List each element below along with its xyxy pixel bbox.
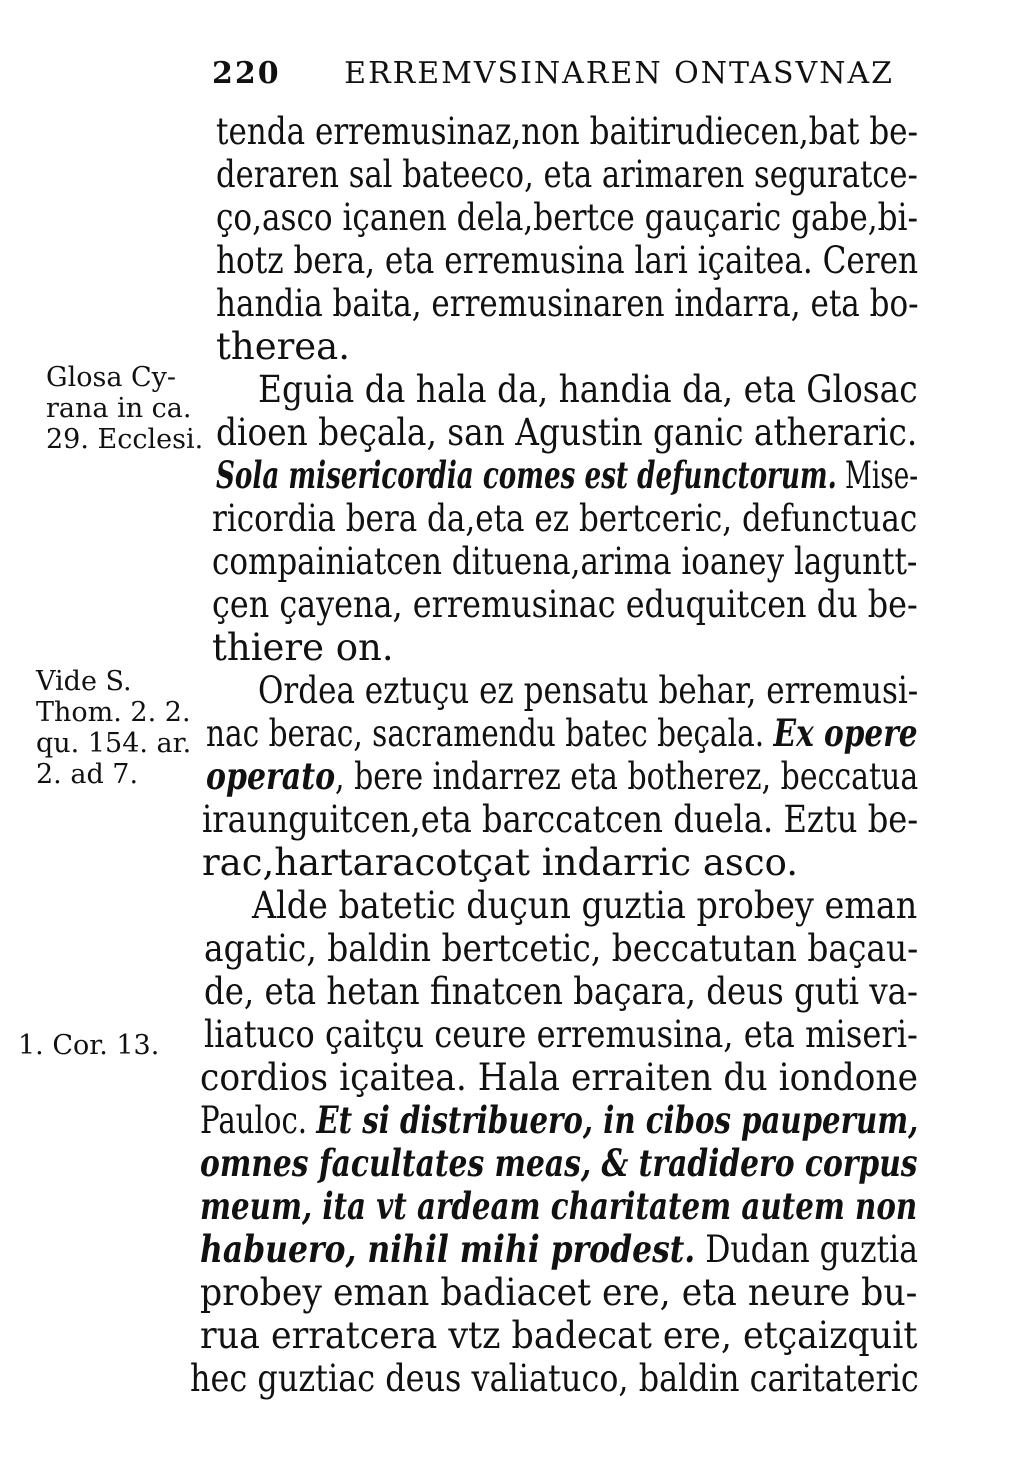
text-run: rua erratcera vtz badecat ere, etçaizquit [200,1314,918,1357]
text-run: Alde batetic duçun guztia probey eman [252,884,918,927]
margin-note-glosa: Glosa Cy- rana in ca. 29. Ecclesi. [46,362,204,455]
running-title: ERREMVSINAREN ONTASVNAZ [344,56,894,91]
text-run: probey eman badiacet ere, eta neure bu- [200,1271,918,1314]
text-line [190,754,919,798]
text-run: de, eta hetan finatcen baçara, deus guti va- [204,970,918,1013]
text-line [190,1227,918,1271]
text-line [190,325,915,368]
latin-quote: Et si distribuero, in cibos pauperum, [316,1098,919,1142]
text-run: Dudan guztia [695,1228,918,1271]
text-run: liatuco çaitçu ceure erremusina, eta miseri- [204,1013,918,1056]
text-line [190,669,919,712]
text-run: thiere on. [212,626,394,669]
text-line [190,927,919,970]
text-line [190,540,918,583]
text-run: cordios içaitea. Hala erraiten du iondone [200,1056,919,1099]
text-line [190,1357,919,1400]
text-line [190,110,919,153]
text-run: agatic, baldin bertcetic, beccatutan baçau- [204,927,919,970]
margin-note-cor: 1. Cor. 13. [18,1030,160,1061]
text-line [190,1141,918,1185]
text-run: Mise- [836,454,919,497]
text-line [190,1098,919,1142]
text-line [190,453,919,497]
text-line [190,239,919,282]
text-run: tenda erremusinaz,non baitirudiecen,bat be- [216,110,919,153]
text-line [190,841,915,884]
text-run: çen çayena, erremusinac eduquitcen du be- [212,583,918,626]
text-line [190,368,918,411]
text-line [190,583,918,626]
latin-quote: habuero, nihil mihi prodest. [200,1227,696,1271]
latin-quote: meum, ita vt ardeam charitatem autem non [200,1184,918,1228]
running-header [212,56,894,91]
margin-note-vide-thom: Vide S. Thom. 2. 2. qu. 154. ar. 2. ad 7. [36,666,192,790]
text-line [190,1013,918,1056]
text-run: hec guztiac deus valiatuco, baldin caritateric [190,1357,919,1400]
latin-quote: Sola misericordia comes est defunctorum. [216,453,837,497]
text-line [190,196,919,239]
text-line [190,1184,918,1228]
text-line [190,497,918,540]
text-run: deraren sal bateeco, eta arimaren seguratce- [216,153,918,196]
text-line [190,282,919,325]
latin-quote: omnes facultates meas, & tradidero corpus [200,1141,918,1185]
text-run: handia baita, erremusinaren indarra, eta bo- [216,282,919,325]
text-run: iraunguitcen,eta barccatcen duela. Eztu be- [202,798,919,841]
text-run: hotz bera, eta erremusina lari içaitea. Ceren [216,239,919,282]
text-run: Ordea eztuçu ez pensatu behar, erremusi- [258,669,919,712]
text-run: , bere indarrez eta botherez, beccatua [335,755,919,798]
text-line [190,884,918,927]
text-line [190,1056,919,1099]
text-line [190,711,918,755]
text-line [190,1314,918,1357]
text-line [190,1271,918,1314]
text-run: dioen beçala, san Agustin ganic atheraric. [216,411,918,454]
text-line [190,626,915,669]
text-run: Eguia da hala da, handia da, eta Glosac [258,368,918,411]
latin-quote: operato [206,754,336,798]
text-line [190,970,918,1013]
text-line [190,411,918,454]
main-text [190,110,919,1400]
page-number: 220 [212,56,281,91]
text-run: rac,hartaracotçat indarric asco. [202,841,799,884]
text-run: therea. [216,325,350,368]
text-run: compainiatcen dituena,arima ioaney laguntt- [212,540,918,583]
text-run: ço,asco içanen dela,bertce gauçaric gabe,bi- [216,196,919,239]
text-line [190,153,918,196]
latin-quote: Ex opere [773,711,918,755]
text-run: Pauloc. [200,1099,317,1142]
text-run: ricordia bera da,eta ez bertceric, defunctuac [212,497,918,540]
text-run: nac berac, sacramendu batec beçala. [206,712,774,755]
text-line [190,798,919,841]
